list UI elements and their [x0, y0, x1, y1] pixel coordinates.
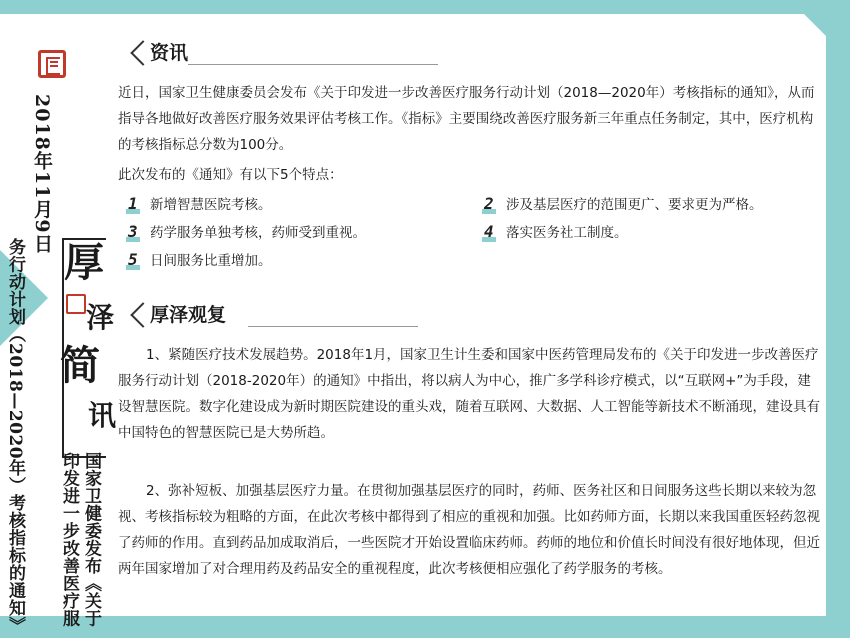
- feature-number: 4: [484, 220, 500, 244]
- right-band: [826, 0, 850, 638]
- views-paragraph-1: 1、紧随医疗技术发展趋势。2018年1月，国家卫生计生委和国家中医药管理局发布的《关于印发进一步改善医疗服务行动计划（2018-2020年）的通知》中指出，将以病人为中心，推广多学科诊疗模式，以“互联网+”为手段，建设智慧医院。数字化建设成为新时期医院建设的重头戏，随着互联网、大数据、人工智能等新技术不断涌现，建设具有中国特色的智慧医院已是大势所趋。: [118, 347, 820, 441]
- feature-text: 落实医务社工制度。: [506, 225, 628, 241]
- views-paragraph-2: 2、弥补短板、加强基层医疗力量。在贯彻加强基层医疗的同时，药师、医务社区和日间服务这些长期以来较为忽视、考核指标较为粗略的方面，在此次考核中都得到了相应的重视和加强。比如药师方面，长期以来我国重医轻药忽视了药师的作用。直到药品加成取消后，一些医院才开始设置临床药师。药师的地位和价值长时间没有很好地体现，但近两年国家增加了对合理用药及药品安全的重视程度，此次考核便相应强化了药学服务的考核。: [118, 483, 820, 577]
- top-band: [0, 0, 850, 14]
- feature-number: 3: [128, 220, 144, 244]
- seal-icon: [38, 50, 66, 78]
- vertical-title-column-b: 国家卫健委发布《关于印发进一步改善医疗服: [59, 452, 101, 627]
- vertical-title-column-a: 务行动计划（2018—2020年）考核指标的通知》: [5, 238, 25, 635]
- bottom-right-corner: [804, 592, 850, 638]
- issue-date: 2018年11月9日: [31, 94, 53, 254]
- feature-number: 2: [484, 192, 500, 216]
- feature-item-3: [128, 220, 366, 245]
- news-header-label: 资讯: [150, 42, 189, 64]
- feature-item-2: [484, 192, 763, 217]
- feature-text: 涉及基层医疗的范围更广、要求更为严格。: [506, 197, 763, 213]
- feature-number: 5: [128, 248, 144, 272]
- views-header-label: 厚泽观复: [150, 304, 227, 326]
- brand-char-ze: 泽: [86, 301, 115, 334]
- brand-char-hou: 厚: [64, 239, 104, 286]
- feature-text: 日间服务比重增加。: [150, 253, 272, 269]
- feature-item-4: [484, 220, 628, 245]
- feature-number: 1: [128, 192, 144, 216]
- brand-seal-icon: [66, 294, 86, 314]
- feature-text: 药学服务单独考核，药师受到重视。: [150, 225, 366, 241]
- brand-char-xun: 讯: [88, 399, 117, 432]
- news-paragraph-2: 此次发布的《通知》有以下5个特点：: [118, 167, 343, 183]
- views-header-rule: [248, 326, 418, 327]
- brand-char-jian: 简: [60, 342, 100, 389]
- news-paragraph-1: 近日，国家卫生健康委员会发布《关于印发进一步改善医疗服务行动计划（2018—2020年）考核指标的通知》，从而指导各地做好改善医疗服务效果评估考核工作。《指标》主要围绕改善医疗服务新三年重点任务制定，其中，医疗机构的考核指标总分数为100分。: [118, 85, 815, 153]
- feature-item-5: [128, 248, 272, 273]
- top-right-corner: [790, 0, 850, 60]
- feature-text: 新增智慧医院考核。: [150, 197, 272, 213]
- feature-item-1: [128, 192, 272, 217]
- bottom-band: [0, 616, 850, 638]
- news-header-rule: [188, 64, 438, 65]
